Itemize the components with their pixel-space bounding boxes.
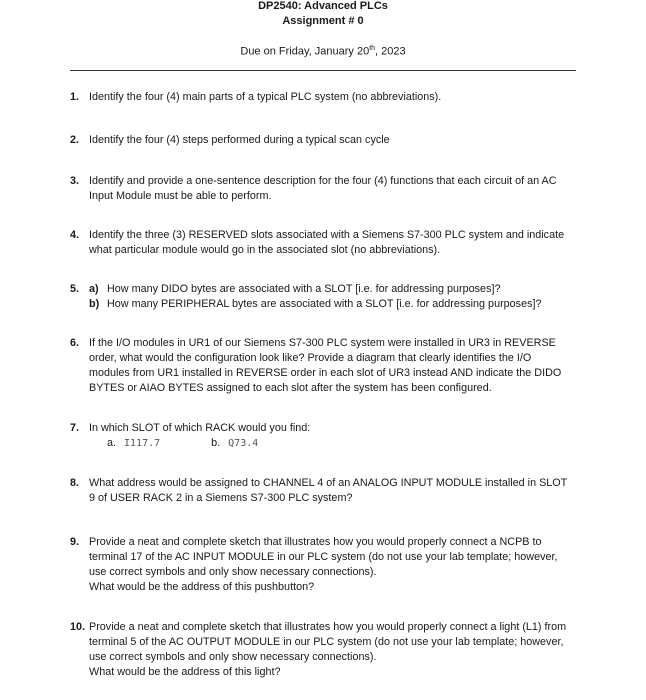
question-number: 7. xyxy=(70,422,80,434)
question-number: 2. xyxy=(70,134,80,146)
question-5b xyxy=(89,297,570,312)
question-number: 9. xyxy=(70,536,80,548)
question-number: 6. xyxy=(70,337,80,349)
question-1 xyxy=(70,90,570,105)
option-label: a. xyxy=(107,437,117,449)
question-number: 4. xyxy=(70,229,80,241)
question-number: 8. xyxy=(70,477,80,489)
question-text: Identify the three (3) RESERVED slots associated with a Siemens S7-300 PLC system and indicate what particular module would go in the associated slot (no abbreviations). xyxy=(89,229,565,256)
question-8 xyxy=(70,476,570,506)
question-3 xyxy=(70,174,570,204)
due-date xyxy=(0,45,646,58)
subquestion-text: How many DIDO bytes are associated with a SLOT [i.e. for addressing purposes]? xyxy=(107,283,501,295)
subquestion-text: How many PERIPHERAL bytes are associated with a SLOT [i.e. for addressing purposes]? xyxy=(107,298,542,310)
horizontal-rule xyxy=(70,70,576,71)
question-number: 1. xyxy=(70,91,80,103)
question-2 xyxy=(70,133,570,148)
question-text: Identify and provide a one-sentence description for the four (4) functions that each circuit of an AC Input Module must be able to perform. xyxy=(89,175,557,202)
question-5 xyxy=(70,282,570,312)
question-7 xyxy=(70,421,570,451)
question-text: Provide a neat and complete sketch that illustrates how you would properly connect a light (L1) from terminal 5 of the AC OUTPUT MODULE in our PLC system (do not use your lab template; however, use correct symbols and only show necessary connections). xyxy=(89,621,567,663)
option-label: b. xyxy=(211,437,221,449)
question-number: 3. xyxy=(70,175,80,187)
due-prefix: Due on Friday, January 20 xyxy=(240,45,370,58)
question-9 xyxy=(70,535,570,595)
question-number: 5. xyxy=(70,283,80,295)
question-number: 10. xyxy=(70,621,86,633)
question-text: In which SLOT of which RACK would you find: xyxy=(89,422,311,434)
question-text: Identify the four (4) steps performed during a typical scan cycle xyxy=(89,134,390,146)
address-value: I117.7 xyxy=(124,438,161,449)
due-suffix: , 2023 xyxy=(375,45,406,58)
question-followup: What would be the address of this pushbutton? xyxy=(89,581,315,593)
question-text: Identify the four (4) main parts of a typical PLC system (no abbreviations). xyxy=(89,91,442,103)
subquestion-label: a) xyxy=(89,283,99,295)
question-6 xyxy=(70,336,570,396)
question-text: If the I/O modules in UR1 of our Siemens S7-300 PLC system were installed in UR3 in REVERSE order, what would the configuration look like? Provide a diagram that clearly identifies the I/O modules from UR1 installed in REVERSE order in each slot of UR3 instead AND indicate the DIDO BYTES or AIAO BYTES assigned to each slot after the system has been configured. xyxy=(89,337,562,394)
subquestion-label: b) xyxy=(89,298,100,310)
question-text: Provide a neat and complete sketch that illustrates how you would properly connect a NCPB to terminal 17 of the AC INPUT MODULE in our PLC system (do not use your lab template; however, use correct symbols and only show necessary connections). xyxy=(89,536,558,578)
question-10 xyxy=(70,620,570,680)
question-5a xyxy=(89,282,570,297)
question-text: What address would be assigned to CHANNEL 4 of an ANALOG INPUT MODULE installed in SLOT 9 of USER RACK 2 in a Siemens S7-300 PLC system? xyxy=(89,477,568,504)
address-value: Q73.4 xyxy=(228,438,259,449)
course-title: DP2540: Advanced PLCs xyxy=(258,0,388,12)
assignment-title: Assignment # 0 xyxy=(282,15,364,27)
address-options xyxy=(107,436,570,451)
option-b xyxy=(211,437,282,449)
option-a xyxy=(107,437,184,449)
question-4 xyxy=(70,228,570,258)
due-sup: th xyxy=(369,45,376,52)
question-followup: What would be the address of this light? xyxy=(89,666,281,678)
